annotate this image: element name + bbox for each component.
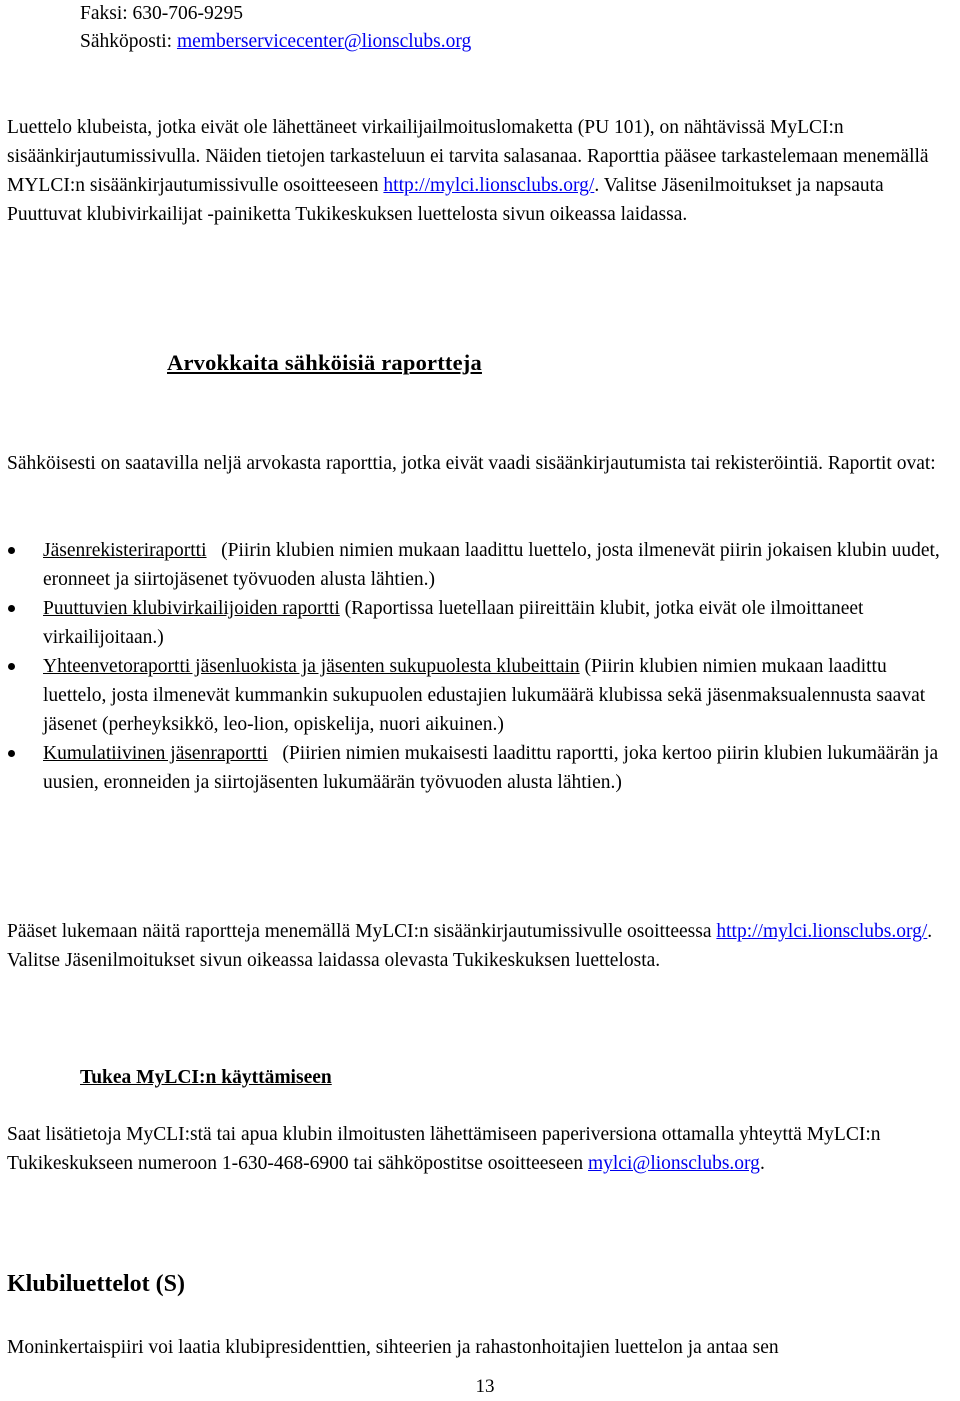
report-description: (Piirien nimien mukaisesti laadittu raportti, joka kertoo piirin klubien lukumäärän ja uusien, eronneiden ja siirtojäsenten lukumäärän työvuoden alusta lähtien.): [43, 743, 939, 793]
report-title[interactable]: Jäsenrekisteriraportti: [43, 540, 207, 561]
bullet-icon: [8, 750, 15, 757]
list-item: [0, 739, 952, 797]
email-label: Sähköposti:: [80, 31, 177, 52]
mylci-link-2[interactable]: http://mylci.lionsclubs.org/: [716, 921, 928, 942]
report-description: (Piirin klubien nimien mukaan laadittu luettelo, josta ilmenevät kummankin sukupuolen edustajien lukumäärä klubissa sekä jäsenmaksualennusta saavat jäsenet (perheyksikkö, leo-lion, opiskelija, nuori aikuinen.): [43, 656, 926, 735]
support-text: Saat lisätietoja MyCLI:stä tai apua klubin ilmoitusten lähettämiseen paperiversiona ottamalla yhteyttä MyLCI:n Tukikeskukseen numeroon 1-630-468-6900 tai sähköpostitse osoitteeseen: [7, 1124, 881, 1174]
section-heading-support: Tukea MyLCI:n käyttämiseen: [80, 1067, 332, 1088]
intro-text-2: . Valitse Jäsenilmoitukset ja napsauta Puuttuvat klubivirkailijat -painiketta Tukikeskuksen luettelosta sivun oikeassa laidassa.: [7, 175, 884, 225]
report-title[interactable]: Puuttuvien klubivirkailijoiden raportti: [43, 598, 340, 619]
intro-paragraph: [7, 113, 953, 229]
club-lists-paragraph: Moninkertaispiiri voi laatia klubipresidenttien, sihteerien ja rahastonhoitajien luettelon ja antaa sen: [7, 1337, 779, 1358]
intro-text-1: Luettelo klubeista, jotka eivät ole lähettäneet virkailijailmoituslomaketta (PU 101), on nähtävissä MyLCI:n sisäänkirjautumissivulla. Näiden tietojen tarkasteluun ei tarvita salasanaa. Raporttia pääsee tarkastelemaan menemällä MYLCI:n sisäänkirjautumissivulle osoitteeseen: [7, 117, 929, 196]
bullet-icon: [8, 547, 15, 554]
contact-block: [80, 0, 471, 56]
page-number: 13: [475, 1376, 495, 1397]
list-item: [0, 652, 952, 739]
mylci-link[interactable]: http://mylci.lionsclubs.org/: [383, 175, 595, 196]
outro-text-2: . Valitse Jäsenilmoitukset sivun oikeassa laidassa olevasta Tukikeskuksen luettelosta.: [7, 921, 933, 971]
section-heading-club-lists: Klubiluettelot (S): [7, 1271, 185, 1297]
section-heading-reports: Arvokkaita sähköisiä raportteja: [167, 350, 482, 375]
support-paragraph: [7, 1120, 953, 1178]
report-description: (Raportissa luetellaan piireittäin klubit, jotka eivät ole ilmoittaneet virkailijoitaan.): [43, 598, 864, 648]
support-after: .: [759, 1153, 765, 1174]
support-email-link[interactable]: mylci@lionsclubs.org: [587, 1153, 760, 1174]
list-item: [0, 594, 952, 652]
report-title[interactable]: Kumulatiivinen jäsenraportti: [43, 743, 268, 764]
fax-line: Faksi: 630-706-9295: [80, 3, 244, 24]
report-title[interactable]: Yhteenvetoraportti jäsenluokista ja jäsenten sukupuolesta klubeittain: [43, 656, 580, 677]
email-link[interactable]: memberservicecenter@lionsclubs.org: [176, 31, 472, 52]
list-item: [0, 536, 952, 594]
bullet-icon: [8, 663, 15, 670]
bullet-icon: [8, 605, 15, 612]
email-line: [80, 28, 471, 56]
outro-text-1: Pääset lukemaan näitä raportteja menemällä MyLCI:n sisäänkirjautumissivulle osoitteessa: [7, 921, 717, 942]
report-description: (Piirin klubien nimien mukaan laadittu luettelo, josta ilmenevät piirin jokaisen klubin uudet, eronneet ja siirtojäsenet työvuoden alusta lähtien.): [43, 540, 940, 590]
reports-outro-paragraph: [7, 917, 953, 975]
reports-list: [0, 536, 952, 797]
reports-intro-paragraph: Sähköisesti on saatavilla neljä arvokasta raporttia, jotka eivät vaadi sisäänkirjautumista tai rekisteröintiä. Raportit ovat:: [7, 453, 936, 474]
